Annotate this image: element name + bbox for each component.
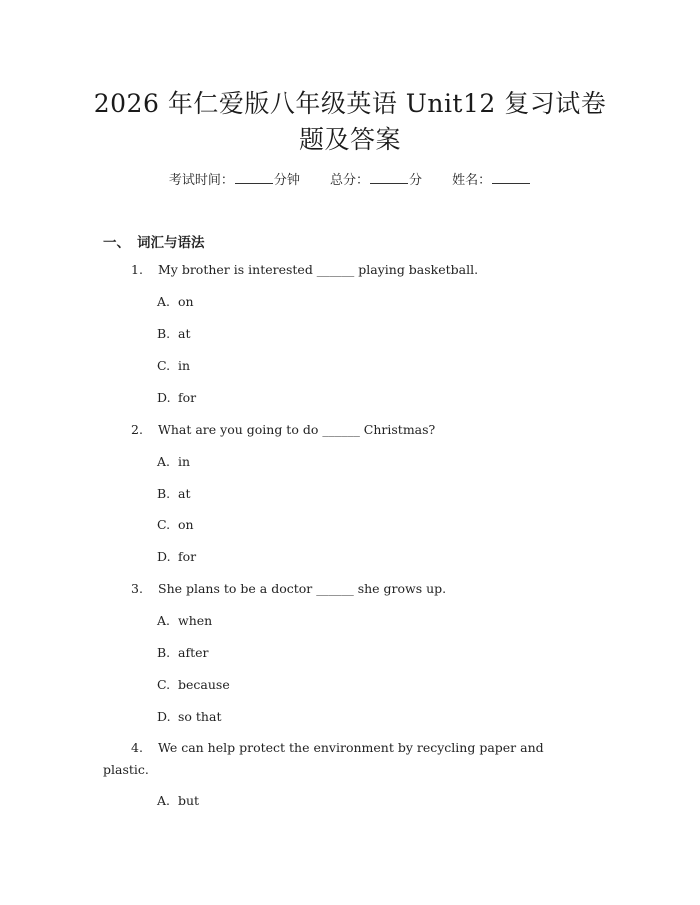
- option-label: D.: [157, 549, 171, 564]
- section-title: 词汇与语法: [137, 235, 205, 251]
- score-label: 总分：: [329, 173, 369, 188]
- option-3d[interactable]: [157, 709, 221, 724]
- option-text: for: [178, 390, 197, 405]
- option-4a[interactable]: [157, 793, 199, 808]
- question-number: 3.: [131, 581, 143, 596]
- option-text: on: [178, 294, 194, 309]
- option-2d[interactable]: [157, 549, 196, 564]
- question-4: [131, 740, 544, 755]
- option-label: B.: [157, 326, 171, 341]
- option-2b[interactable]: [157, 486, 190, 501]
- question-text-line-1: We can help protect the environment by recycling paper and: [158, 740, 544, 755]
- total-score-field: [330, 169, 422, 188]
- section-heading: [103, 231, 205, 251]
- option-text: but: [178, 793, 200, 808]
- question-text: What are you going to do ______ Christmas?: [158, 422, 436, 437]
- option-text: at: [178, 326, 191, 341]
- question-2: [131, 422, 435, 437]
- document-title-line-2: 题及答案: [298, 125, 401, 154]
- exam-meta-row: [0, 169, 700, 188]
- option-text: for: [178, 549, 197, 564]
- question-number: 2.: [131, 422, 143, 437]
- option-text: at: [178, 486, 191, 501]
- question-number: 1.: [131, 262, 143, 277]
- option-2a[interactable]: [157, 454, 190, 469]
- option-label: A.: [157, 613, 171, 628]
- time-label: 考试时间：: [168, 173, 234, 188]
- option-1b[interactable]: [157, 326, 190, 341]
- option-3a[interactable]: [157, 613, 212, 628]
- option-label: B.: [157, 486, 171, 501]
- option-2c[interactable]: [157, 517, 194, 532]
- option-label: A.: [157, 793, 171, 808]
- option-label: D.: [157, 390, 171, 405]
- option-text: because: [178, 677, 230, 692]
- option-text: on: [178, 517, 194, 532]
- question-3: [131, 581, 446, 596]
- time-blank: [235, 171, 273, 184]
- option-text: in: [178, 358, 191, 373]
- option-text: so that: [178, 709, 222, 724]
- exam-time-field: [169, 169, 300, 188]
- time-unit: 分钟: [273, 173, 300, 188]
- section-number: 一、: [103, 235, 130, 251]
- question-text: She plans to be a doctor ______ she grows up.: [158, 581, 447, 596]
- question-4-continuation: plastic.: [103, 762, 149, 777]
- option-3c[interactable]: [157, 677, 230, 692]
- name-field: [452, 169, 531, 188]
- name-label: 姓名：: [452, 173, 492, 188]
- option-1a[interactable]: [157, 294, 194, 309]
- option-label: C.: [157, 677, 171, 692]
- question-1: [131, 262, 478, 277]
- option-text: after: [178, 645, 209, 660]
- option-1c[interactable]: [157, 358, 190, 373]
- option-label: C.: [157, 517, 171, 532]
- option-label: D.: [157, 709, 171, 724]
- option-text: when: [178, 613, 213, 628]
- option-label: B.: [157, 645, 171, 660]
- option-1d[interactable]: [157, 390, 196, 405]
- option-text: in: [178, 454, 191, 469]
- question-number: 4.: [131, 740, 143, 755]
- option-label: A.: [157, 454, 171, 469]
- question-text: My brother is interested ______ playing basketball.: [158, 262, 479, 277]
- option-label: C.: [157, 358, 171, 373]
- option-label: A.: [157, 294, 171, 309]
- document-title-line-1: 2026 年仁爱版八年级英语 Unit12 复习试卷: [93, 89, 607, 118]
- name-blank: [492, 171, 530, 184]
- score-blank: [370, 171, 408, 184]
- score-unit: 分: [409, 173, 423, 188]
- option-3b[interactable]: [157, 645, 208, 660]
